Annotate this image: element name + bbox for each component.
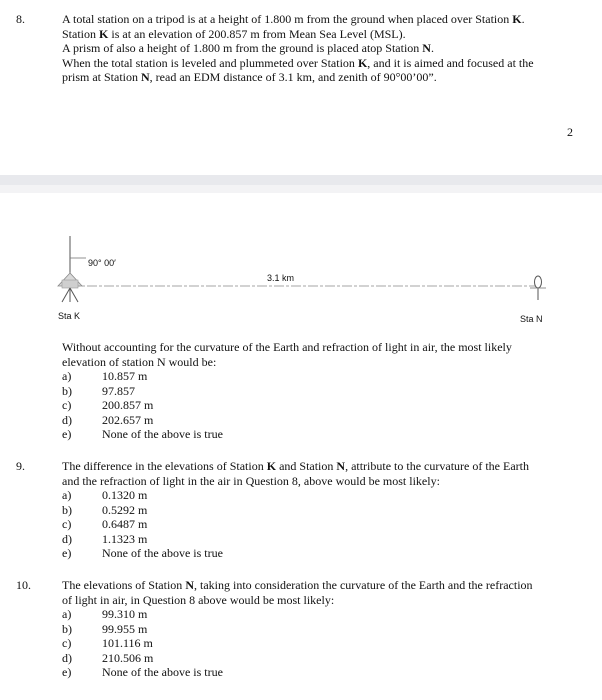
option-text: 1.1323 m <box>102 531 148 546</box>
option-letter: d) <box>62 531 72 546</box>
station-k-label: Sta K <box>58 311 81 321</box>
stem-text: A total station on a tripod is at a height of 1.800 m from the ground when placed over Station <box>62 12 513 26</box>
option-letter: b) <box>62 621 72 636</box>
station-ref: K <box>512 12 522 26</box>
option-text: 99.955 m <box>102 621 148 636</box>
stem-text: , attribute to the curvature of the Earth <box>345 459 529 473</box>
option-letter: e) <box>62 546 72 560</box>
stem-text: and the refraction of light in the air in Question 8, above would be most likely: <box>62 473 440 488</box>
question-8-stem <box>62 12 582 85</box>
option-letter: a) <box>62 607 72 621</box>
stem-line <box>62 56 582 71</box>
stem-line <box>62 41 582 56</box>
total-station-body <box>62 280 78 288</box>
option-letter: b) <box>62 383 72 398</box>
option-text: 10.857 m <box>102 369 148 383</box>
option-letter: e) <box>62 427 72 441</box>
stem-text: The difference in the elevations of Station <box>62 459 267 473</box>
station-ref: K <box>357 55 368 70</box>
station-ref: N <box>336 459 346 473</box>
option-letter: d) <box>62 412 72 427</box>
stem-line <box>62 578 582 593</box>
stem-text: prism at Station <box>62 70 141 84</box>
stem-line <box>62 474 582 489</box>
station-ref: K <box>266 459 277 473</box>
stem-line <box>62 12 582 27</box>
station-n-label: Sta N <box>520 314 543 324</box>
stem-line <box>62 459 582 474</box>
stem-text: is at an elevation of 200.857 m from Mean Sea Level (MSL). <box>108 26 406 41</box>
stem-text: The elevations of Station <box>62 578 186 592</box>
option-text: 0.5292 m <box>102 502 148 517</box>
question-8-prompt-line: Without accounting for the curvature of the Earth and refraction of light in air, the most likely <box>62 340 512 354</box>
option-text: None of the above is true <box>102 427 223 441</box>
zenith-angle-label: 90° 00′ <box>88 258 116 268</box>
survey-diagram <box>40 228 560 328</box>
option-text: 0.6487 m <box>102 517 148 531</box>
option-text: 0.1320 m <box>102 488 148 502</box>
stem-text: and Station <box>276 459 337 473</box>
question-10-number: 10. <box>16 578 31 592</box>
question-8-number: 8. <box>16 12 25 26</box>
page-break-band <box>0 175 602 185</box>
question-9-stem <box>62 459 582 488</box>
option-letter: e) <box>62 665 72 679</box>
stem-line <box>62 593 582 608</box>
stem-line <box>62 70 582 85</box>
option-letter: a) <box>62 369 72 383</box>
station-ref: N <box>422 41 431 55</box>
stem-text: A prism of also a height of 1.800 m from the ground is placed atop Station <box>62 41 423 55</box>
distance-label: 3.1 km <box>267 273 295 283</box>
page-number: 2 <box>567 125 573 139</box>
page-break-band-shadow <box>0 185 602 193</box>
option-text: 99.310 m <box>102 607 148 621</box>
tripod-leg <box>62 288 70 302</box>
question-8-prompt <box>62 340 582 369</box>
stem-text: , and it is aimed and focused at the <box>367 55 534 70</box>
option-text: 202.657 m <box>102 412 154 427</box>
option-letter: b) <box>62 502 72 517</box>
option-text: 97.857 <box>102 383 135 398</box>
stem-text: When the total station is leveled and plummeted over Station <box>62 55 358 70</box>
station-ref: K <box>99 26 109 41</box>
option-text: None of the above is true <box>102 665 223 679</box>
option-letter: c) <box>62 636 72 650</box>
tripod-leg <box>70 288 78 302</box>
question-8-prompt-line: elevation of station N would be: <box>62 354 217 369</box>
stem-text: , read an EDM distance of 3.1 km, and zenith of 90°00’00”. <box>149 70 437 84</box>
option-text: 210.506 m <box>102 650 154 665</box>
question-9-number: 9. <box>16 459 25 473</box>
prism-icon <box>535 276 542 288</box>
stem-text: , taking into consideration the curvature of the Earth and the refraction <box>193 578 533 592</box>
stem-text: of light in air, in Question 8 above would be most likely: <box>62 592 335 607</box>
station-ref: N <box>185 578 194 592</box>
stem-text: . <box>521 12 525 26</box>
question-10-stem <box>62 578 582 607</box>
stem-line <box>62 27 582 42</box>
option-letter: c) <box>62 517 72 531</box>
option-letter: a) <box>62 488 72 502</box>
option-letter: c) <box>62 398 72 412</box>
option-text: 200.857 m <box>102 398 154 412</box>
option-letter: d) <box>62 650 72 665</box>
option-text: None of the above is true <box>102 546 223 560</box>
stem-text: . <box>430 41 434 55</box>
station-ref: N <box>141 70 150 84</box>
option-text: 101.116 m <box>102 636 153 650</box>
stem-text: Station <box>62 26 100 41</box>
